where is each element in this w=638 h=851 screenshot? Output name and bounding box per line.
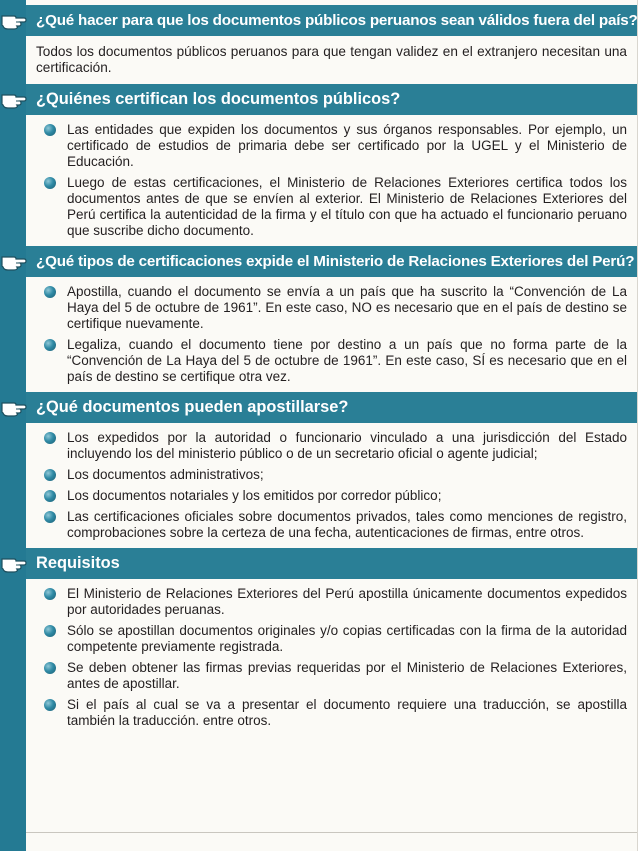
bullet-dot-icon xyxy=(44,124,56,136)
list-item-text: Sólo se apostillan documentos originales y/o copias certificadas con la firma de la autoridad competente previamente registrada. xyxy=(67,623,627,654)
section-requirements xyxy=(26,548,637,736)
bullet-list xyxy=(26,579,637,736)
pointing-hand-icon xyxy=(0,7,30,33)
bullet-dot-icon xyxy=(44,588,56,600)
left-sidebar-stripe xyxy=(0,0,26,851)
section-heading-text: ¿Quiénes certifican los documentos públicos? xyxy=(36,90,401,108)
section-who-certifies xyxy=(26,84,637,246)
pointing-hand-icon xyxy=(0,550,30,576)
list-item-text: Los expedidos por la autoridad o funcionario vinculado a una jurisdicción del Estado incluyendo los del ministerio público o de un secretario oficial o agente judicial; xyxy=(67,430,627,461)
bullet-dot-icon xyxy=(44,699,56,711)
section-certification-types xyxy=(26,246,637,392)
list-item xyxy=(36,337,627,385)
list-item xyxy=(36,467,627,483)
list-item-text: Legaliza, cuando el documento tiene por destino a un país que no forma parte de la “Convención de La Haya del 5 de octubre de 1961”. En este caso, SÍ es necesario que en el país de destino se certifique otra vez. xyxy=(67,337,627,384)
list-item-text: Apostilla, cuando el documento se envía a un país que ha suscrito la “Convención de La Haya del 5 de octubre de 1961”. En este caso, NO es necesario que en el país de destino se certifique nuevamente. xyxy=(67,284,627,331)
section-heading xyxy=(26,84,637,115)
list-item xyxy=(36,697,627,729)
section-heading-text: ¿Qué documentos pueden apostillarse? xyxy=(36,398,349,416)
list-item-text: Si el país al cual se va a presentar el documento requiere una traducción, se apostilla también la traducción. entre otros. xyxy=(67,697,627,728)
bullet-dot-icon xyxy=(44,625,56,637)
bullet-dot-icon xyxy=(44,339,56,351)
section-apostille-documents xyxy=(26,392,637,548)
list-item-text: El Ministerio de Relaciones Exteriores del Perú apostilla únicamente documentos expedidos por autoridades peruanas. xyxy=(67,586,627,617)
section-heading xyxy=(26,246,637,277)
section-heading xyxy=(26,5,637,36)
list-item xyxy=(36,660,627,692)
list-item-text: Las entidades que expiden los documentos y sus órganos responsables. Por ejemplo, un certificado de estudios de primaria debe ser certificado por la UGEL y el Ministerio de Educación. xyxy=(67,122,627,169)
section-heading xyxy=(26,548,637,579)
bullet-dot-icon xyxy=(44,662,56,674)
section-validity xyxy=(26,5,637,84)
list-item-text: Los documentos administrativos; xyxy=(67,467,264,482)
page-bottom-divider xyxy=(26,832,637,833)
list-item xyxy=(36,175,627,239)
document-page xyxy=(26,0,638,851)
list-item xyxy=(36,430,627,462)
bullet-dot-icon xyxy=(44,490,56,502)
list-item-text: Los documentos notariales y los emitidos por corredor público; xyxy=(67,488,442,503)
list-item xyxy=(36,122,627,170)
list-item xyxy=(36,488,627,504)
bullet-dot-icon xyxy=(44,286,56,298)
section-heading xyxy=(26,392,637,423)
section-heading-text: ¿Qué tipos de certificaciones expide el Ministerio de Relaciones Exteriores del Perú? xyxy=(36,253,635,270)
bullet-list xyxy=(26,277,637,392)
section-heading-text: ¿Qué hacer para que los documentos públicos peruanos sean válidos fuera del país? xyxy=(36,12,638,29)
pointing-hand-icon xyxy=(0,248,30,274)
bullet-list xyxy=(26,115,637,246)
bullet-dot-icon xyxy=(44,469,56,481)
bullet-dot-icon xyxy=(44,432,56,444)
list-item xyxy=(36,586,627,618)
pointing-hand-icon xyxy=(0,394,30,420)
list-item xyxy=(36,509,627,541)
list-item xyxy=(36,284,627,332)
list-item xyxy=(36,623,627,655)
bullet-list xyxy=(26,423,637,548)
section-heading-text: Requisitos xyxy=(36,554,120,572)
list-item-text: Las certificaciones oficiales sobre documentos privados, tales como menciones de registro, comprobaciones sobre la certeza de una fecha, autenticaciones de firmas, entre otros. xyxy=(67,509,627,540)
bullet-dot-icon xyxy=(44,511,56,523)
list-item-text: Se deben obtener las firmas previas requeridas por el Ministerio de Relaciones Exteriores, antes de apostillar. xyxy=(67,660,627,691)
bullet-dot-icon xyxy=(44,177,56,189)
pointing-hand-icon xyxy=(0,86,30,112)
section-paragraph: Todos los documentos públicos peruanos para que tengan validez en el extranjero necesitan una certificación. xyxy=(36,44,627,75)
list-item-text: Luego de estas certificaciones, el Ministerio de Relaciones Exteriores certifica todos los documentos antes de que se envíen al exterior. El Ministerio de Relaciones Exteriores del Perú certifica la autenticidad de la firma y el título con que ha actuado el funcionario peruano que suscribe dicho documento. xyxy=(67,175,627,238)
